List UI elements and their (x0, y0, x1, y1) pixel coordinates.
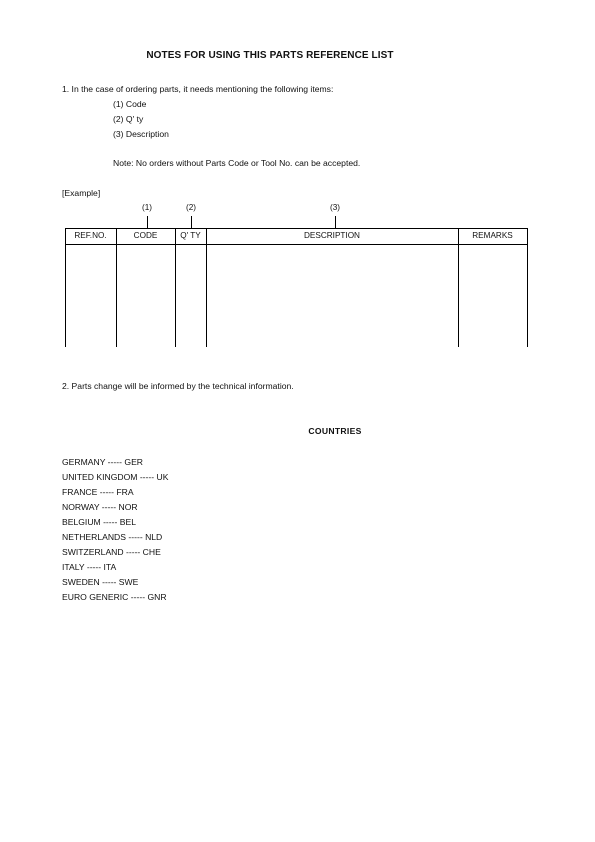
countries-title: COUNTRIES (308, 426, 362, 436)
column-header-remarks: REMARKS (472, 231, 513, 240)
note1-item-description: (3) Description (113, 129, 169, 139)
note1-item-code: (1) Code (113, 99, 147, 109)
list-item: SWITZERLAND ----- CHE (62, 547, 161, 557)
callout-description: (3) (329, 203, 340, 212)
countries-list (62, 455, 168, 605)
column-header-qty: Q' TY (180, 231, 201, 240)
callout-qty-line (191, 216, 192, 228)
example-table (65, 228, 528, 347)
note1-item-qty: (2) Q' ty (113, 114, 144, 124)
column-header-code: CODE (133, 231, 158, 240)
table-border-left (65, 229, 66, 347)
callout-code: (1) (141, 203, 152, 212)
page-title: NOTES FOR USING THIS PARTS REFERENCE LIST (146, 50, 394, 61)
callout-qty: (2) (185, 203, 196, 212)
example-label: [Example] (62, 188, 101, 198)
list-item: NORWAY ----- NOR (62, 502, 138, 512)
callout-code-line (147, 216, 148, 228)
list-item: UNITED KINGDOM ----- UK (62, 472, 169, 482)
column-header-description: DESCRIPTION (304, 231, 360, 240)
table-divider (116, 229, 117, 347)
note1-intro: 1. In the case of ordering parts, it needs mentioning the following items: (62, 84, 334, 94)
table-border-right (527, 229, 528, 347)
list-item: BELGIUM ----- BEL (62, 517, 137, 527)
list-item: EURO GENERIC ----- GNR (62, 592, 167, 602)
table-divider (458, 229, 459, 347)
list-item: FRANCE ----- FRA (62, 487, 134, 497)
note2: 2. Parts change will be informed by the technical information. (62, 381, 294, 391)
list-item: NETHERLANDS ----- NLD (62, 532, 163, 542)
table-divider (206, 229, 207, 347)
list-item: SWEDEN ----- SWE (62, 577, 139, 587)
note1-note: Note: No orders without Parts Code or Tool No. can be accepted. (113, 158, 361, 168)
column-header-ref-no: REF.NO. (74, 231, 107, 240)
list-item: ITALY ----- ITA (62, 562, 117, 572)
callout-description-line (335, 216, 336, 228)
list-item: GERMANY ----- GER (62, 457, 144, 467)
table-divider (175, 229, 176, 347)
